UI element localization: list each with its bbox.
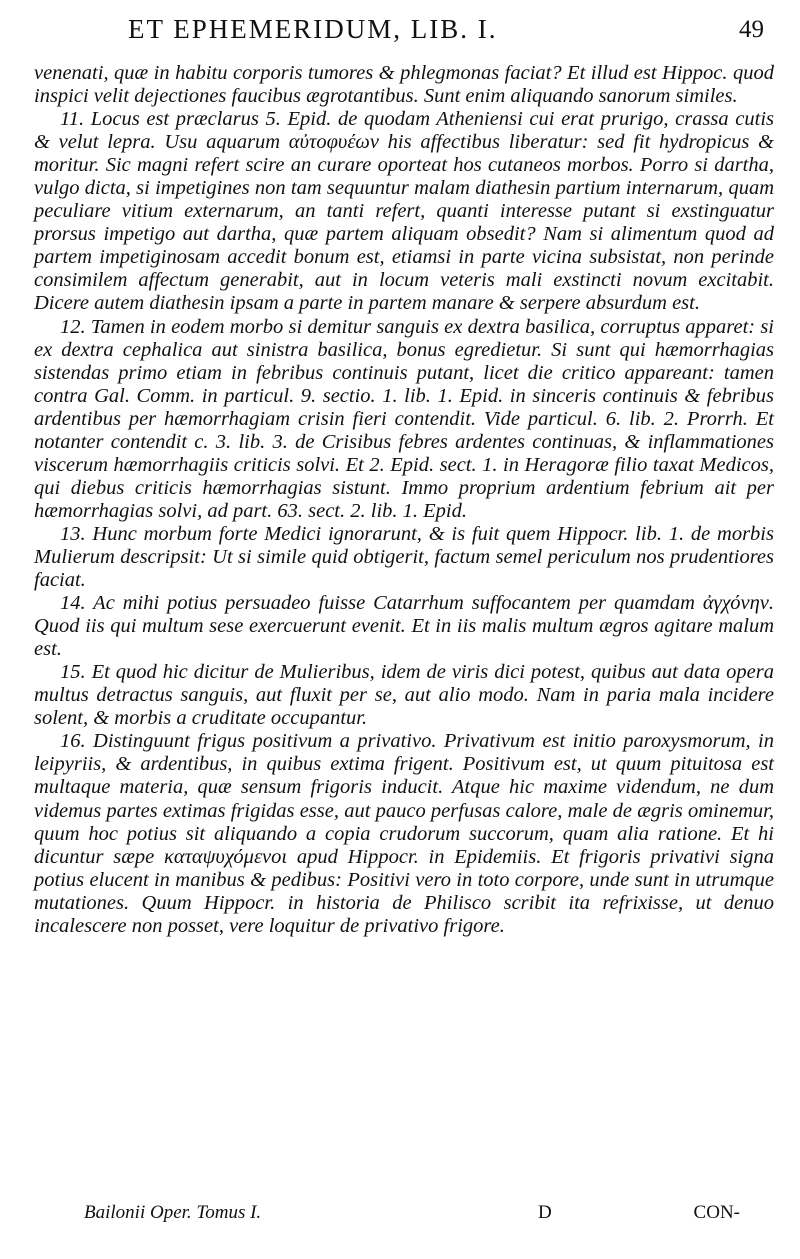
paragraph-13: 13. Hunc morbum forte Medici ignorarunt, & is fuit quem Hippocr. lib. 1. de morbis Mulierum descripsit: Ut si simile quid obtigerit, factum semel periculum nos prudentiores faciat. [34,522,774,592]
page-footer [0,1202,800,1232]
signature-mark: D [538,1202,552,1223]
paragraph-15: 15. Et quod hic dicitur de Mulieribus, idem de viris dici potest, quibus aut data opera multus detractus sanguis, aut fluxit per se, aut alio modo. Nam in paria mala incidere solent, & morbis a cruditate occupantur. [34,661,774,730]
paragraph-12: 12. Tamen in eodem morbo si demitur sanguis ex dextra basilica, corruptus apparet: si ex dextra cephalica aut sinistra basilica, bonus egredietur. Si sunt qui hæmorrhagias sistendas primo etiam in febribus continuis putant, licet die critico appareant: tamen contra Gal. Comm. in particul. 9. sectio. 1. lib. 1. Epid. in sinceris continuis & febribus ardentibus per hæmorrhagiam crisin fieri contendit. Vide particul. 6. lib. 2. Prorrh. Et notanter contendit c. 3. lib. 3. de Crisibus febres ardentes continuas, & inflammationes viscerum hæmorrhagiis criticis solvi. Et 2. Epid. sect. 1. in Heragoræ filio taxat Medicos, qui diebus criticis hæmorrhagias sistunt. Immo proprium ardentium febrium ait per hæmorrhagias solvi, ad part. 63. sect. 2. lib. 1. Epid. [34,315,774,522]
paragraph-11: 11. Locus est præclarus 5. Epid. de quodam Atheniensi cui erat prurigo, crassa cutis & velut lepra. Usu aquarum αὐτοφυέων his affectibus liberatur: sed fit hydropicus & moritur. Sic magni refert scire an curare oporteat hos cutaneos morbos. Porro si dartha, vulgo dicta, si impetigines non tam sequuntur malam diathesin partium internarum, quam peculiare vitium externarum, an tanti refert, quanti interesse putant si exstinguatur prorsus impetigo aut dartha, quæ partem aliquam obsedit? Nam si alimentum quod ad partem impetiginosam accedit bonum est, etiamsi in parte vicina subsistat, non perinde consimilem affectum generabit, aut in locum veteris mali exstincti novum excitabit. Dicere autem diathesin ipsam a parte in partem manare & serpere absurdum est. [34,108,774,315]
running-title: ET EPHEMERIDUM, LIB. I. [128,14,498,44]
paragraph-continuation: venenati, quæ in habitu corporis tumores & phlegmonas faciat? Et illud est Hippoc. quod inspici velit dejectiones faucibus ægrotantibus. Sunt enim aliquando sanorum similes. [34,62,774,108]
running-head [0,14,800,48]
page-number: 49 [739,16,764,43]
catchword: CON- [693,1202,740,1223]
footer-book-title: Bailonii Oper. Tomus I. [84,1202,262,1223]
body-text [34,62,774,938]
paragraph-14: 14. Ac mihi potius persuadeo fuisse Catarrhum suffocantem per quamdam ἀγχόνην. Quod iis qui multum sese exercuerunt evenit. Et in iis malis multum ægros agitare malum est. [34,592,774,661]
paragraph-16: 16. Distinguunt frigus positivum a privativo. Privativum est initio paroxysmorum, in leipyriis, & ardentibus, in quibus extima frigent. Positivum est, ut quum pituitosa est multaque materia, quæ sensum frigoris inducit. Atque hic maxime videndum, ne dum videmus partes extimas frigidas esse, aut pauco perfusas calore, male de ægris ominemur, quum hoc potius sit aliquando a copia crudorum succorum, quam alia ratione. Et hi dicuntur sæpe καταψυχόμενοι apud Hippocr. in Epidemiis. Et frigoris privativi signa potius elucent in manibus & pedibus: Positivi vero in toto corpore, unde sunt in utrumque mutationes. Quum Hippocr. in historia de Philisco scribit ita refrixisse, ut denuo incalescere non posset, vere loquitur de privativo frigore. [34,730,774,937]
